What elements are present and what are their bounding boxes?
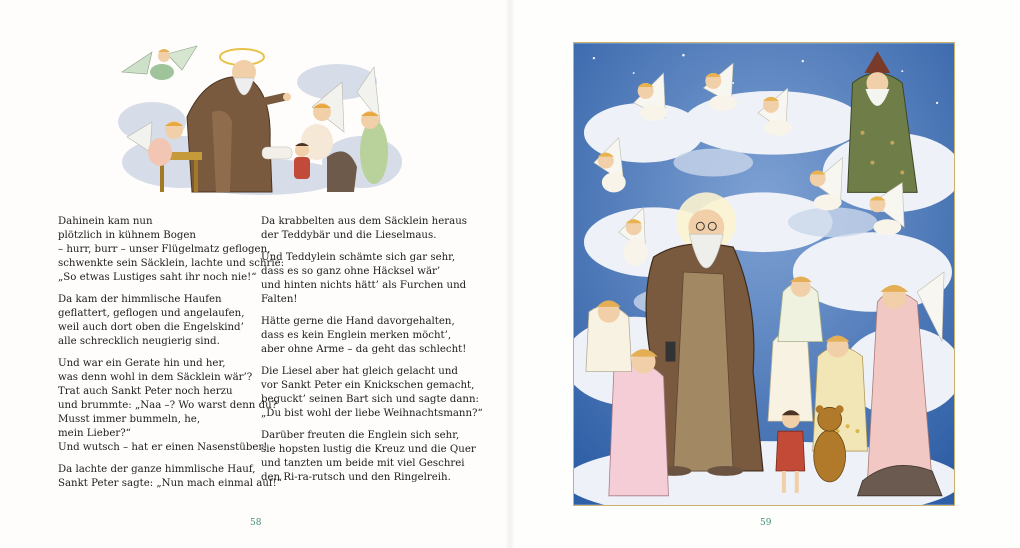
verse-line: Falten! xyxy=(261,294,298,305)
stanza xyxy=(58,215,285,285)
page-number-right: 59 xyxy=(760,518,772,528)
vignette-illustration xyxy=(112,42,402,197)
verse-line: – hurr, burr – unser Flügelmatz geflogen, xyxy=(58,244,271,255)
verse-line: Da kam der himmlische Haufen xyxy=(58,294,222,305)
verse-line: Und war ein Gerate hin und her, xyxy=(58,358,226,369)
verse-line: der Teddybär und die Lieselmaus. xyxy=(261,230,437,241)
verse-line: Und Teddylein schämte sich gar sehr, xyxy=(261,252,456,263)
verse-line: aber ohne Arme – da geht das schlecht! xyxy=(261,344,467,355)
stanza xyxy=(261,429,476,485)
verse-line: Musst immer bummeln, he, xyxy=(58,414,201,425)
verse-line: und hinten nichts hätt’ als Furchen und xyxy=(261,280,467,291)
stanza xyxy=(261,251,466,307)
verse-line: Hätte gerne die Hand davorgehalten, xyxy=(261,316,455,327)
verse-line: Darüber freuten die Englein sich sehr, xyxy=(261,430,460,441)
flying-angel xyxy=(122,46,197,80)
verse-line: und tanzten um beide mit viel Geschrei xyxy=(261,458,465,469)
verse-line: Trat auch Sankt Peter noch herzu xyxy=(58,386,233,397)
page-number-left: 58 xyxy=(250,518,262,528)
verse-line: geflattert, geflogen und angelaufen, xyxy=(58,308,245,319)
verse-line: sie hopsten lustig die Kreuz und die Quer xyxy=(261,444,476,455)
verse-line: mein Lieber?“ xyxy=(58,428,131,439)
verse-line: Sankt Peter sagte: „Nun mach einmal auf!“ xyxy=(58,478,282,489)
stanza xyxy=(261,365,483,421)
stanza xyxy=(261,315,466,357)
stanza xyxy=(58,357,278,455)
verse-line: dass es kein Englein merken möcht’, xyxy=(261,330,452,341)
verse-line: den Ri-ra-rutsch und den Ringelreih. xyxy=(261,472,451,483)
stanza xyxy=(58,463,282,491)
verse-line: Da krabbelten aus dem Säcklein heraus xyxy=(261,216,467,227)
verse-line: dass es so ganz ohne Häcksel wär’ xyxy=(261,266,441,277)
verse-line: schwenkte sein Säcklein, lachte und schrie: xyxy=(58,258,285,269)
verse-line: Dahinein kam nun xyxy=(58,216,153,227)
verse-line: und brummte: „Naa –? Wo warst denn du? xyxy=(58,400,278,411)
stanza xyxy=(261,215,466,243)
teddy-bear xyxy=(814,405,846,482)
stanza xyxy=(58,293,258,349)
verse-line: was denn wohl in dem Säcklein wär’? xyxy=(58,372,253,383)
verse-line: vor Sankt Peter ein Knickschen gemacht, xyxy=(261,380,475,391)
verse-line: beguckt’ seinen Bart sich und sagte dann: xyxy=(261,394,479,405)
full-page-illustration xyxy=(573,42,955,506)
gutter xyxy=(505,0,515,548)
verse-line: weil auch dort oben die Engelskind’ xyxy=(58,322,244,333)
verse-line: Da lachte der ganze himmlische Hauf, xyxy=(58,464,256,475)
verse-line: Die Liesel aber hat gleich gelacht und xyxy=(261,366,458,377)
verse-line: alle schrecklich neugierig sind. xyxy=(58,336,220,347)
right-text-column xyxy=(261,215,483,493)
verse-line: „Du bist wohl der liebe Weihnachtsmann?“ xyxy=(261,408,483,419)
verse-line: plötzlich in kühnem Bogen xyxy=(58,230,196,241)
verse-line: „So etwas Lustiges saht ihr noch nie!“ xyxy=(58,272,257,283)
verse-line: Und wutsch – hat er einen Nasenstüber! xyxy=(58,442,268,453)
